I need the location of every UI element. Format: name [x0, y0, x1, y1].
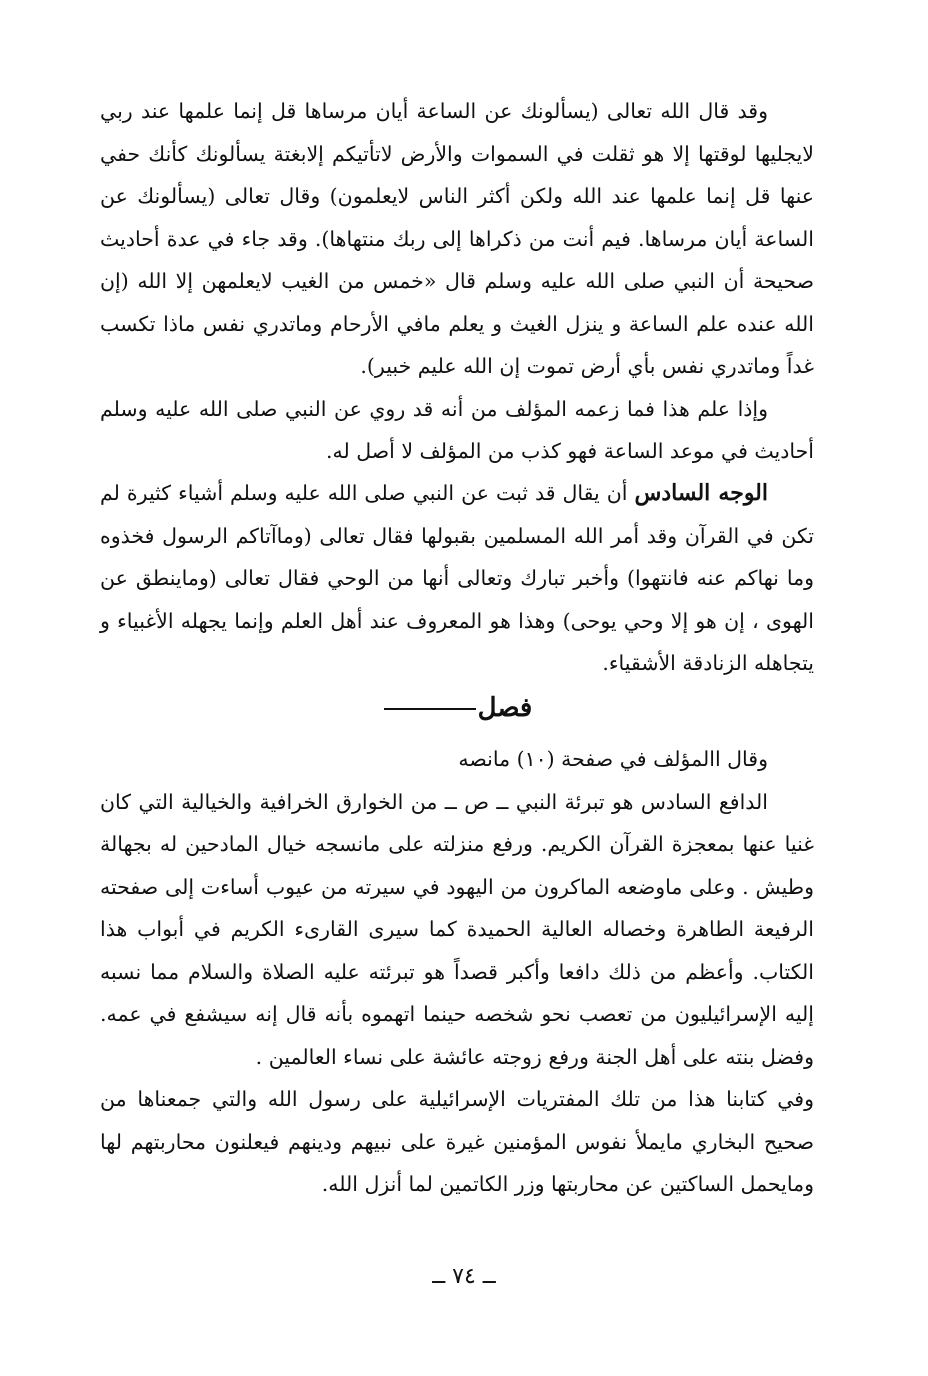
heading-underline: [384, 708, 476, 710]
section-six-block: [100, 472, 814, 685]
heading-text: فصل: [477, 693, 533, 723]
bottom-text-block: [100, 738, 814, 1206]
page-number: ــ ٧٤ ــ: [432, 1264, 496, 1289]
paragraph-sixth-motive: الدافع السادس هو تبرئة النبي ــ ص ــ من الخوارق الخرافية والخيالية التي كان غنيا عنها بمعجزة القرآن الكريم. ورفع منزلته على مانسجه خيال المادحين له بجهالة وطيش . وعلى ماوضعه الماكرون من اليهود في سيرته من عيوب أساءت إلى صفحته الرفيعة الطاهرة وخصاله العالية الحميدة كما سيرى القارىء الكريم في أبواب هذا الكتاب. وأعظم من ذلك دافعا وأكبر قصداً هو تبرئته عليه الصلاة والسلام مما نسبه إليه الإسرائيليون من تعصب نحو شخصه حينما اتهموه بأنه قال إنه سيشفع في عمه. وفضل بنته على أهل الجنة ورفع زوجته عائشة على نساء العالمين .: [100, 789, 814, 1069]
top-text-block: [100, 90, 814, 473]
paragraph-book-purpose: وفي كتابنا هذا من تلك المفتريات الإسرائيلية على رسول الله والتي جمعناها من صحيح البخاري مايملأ نفوس المؤمنين غيرة على نبيهم ودينهم فيعلنون محاربتهم لها ومايحمل الساكتين عن محاربتها وزر الكاتمين لما أنزل الله.: [100, 1087, 814, 1196]
paragraph-sixth-aspect: [100, 472, 814, 685]
paragraph-hour-knowledge: وقد قال الله تعالى (يسألونك عن الساعة أيان مرساها قل إنما علمها عند ربي لايجليها لوقتها إلا هو ثقلت في السموات والأرض لاتأتيكم إلابغتة يسألونك كأنك حفي عنها قل إنما علمها عند الله ولكن أكثر الناس لايعلمون) وقال تعالى (يسألونك عن الساعة أيان مرساها. فيم أنت من ذكراها إلى ربك منتهاها). وقد جاء في عدة أحاديث صحيحة أن النبي صلى الله عليه وسلم قال «خمس من الغيب لايعلمهن إلا الله (إن الله عنده علم الساعة و ينزل الغيث و يعلم مافي الأرحام وماتدري نفس ماذا تكسب غداً وماتدري نفس بأي أرض تموت إن الله عليم خبير).: [100, 99, 814, 378]
sixth-aspect-text: أن يقال قد ثبت عن النبي صلى الله عليه وسلم أشياء كثيرة لم تكن في القرآن وقد أمر الله المسلمين بقبولها فقال تعالى (وماآتاكم الرسول فخذوه وما نهاكم عنه فانتهوا) وأخبر تبارك وتعالى أنها من الوحي فقال تعالى (وماينطق عن الهوى ، إن هو إلا وحي يوحى) وهذا هو المعروف عند أهل العلم وإنما يجهله الأغبياء و يتجاهله الزنادقة الأشقياء.: [100, 481, 814, 675]
paragraph-author-claim: وإذا علم هذا فما زعمه المؤلف من أنه قد روي عن النبي صلى الله عليه وسلم أحاديث في موعد الساعة فهو كذب من المؤلف لا أصل له.: [100, 396, 814, 463]
section-heading: [100, 688, 814, 728]
sixth-aspect-lead: الوجه السادس: [634, 480, 768, 506]
paragraph-author-quote-intro: وقال االمؤلف في صفحة (١٠) مانصه: [458, 747, 768, 771]
